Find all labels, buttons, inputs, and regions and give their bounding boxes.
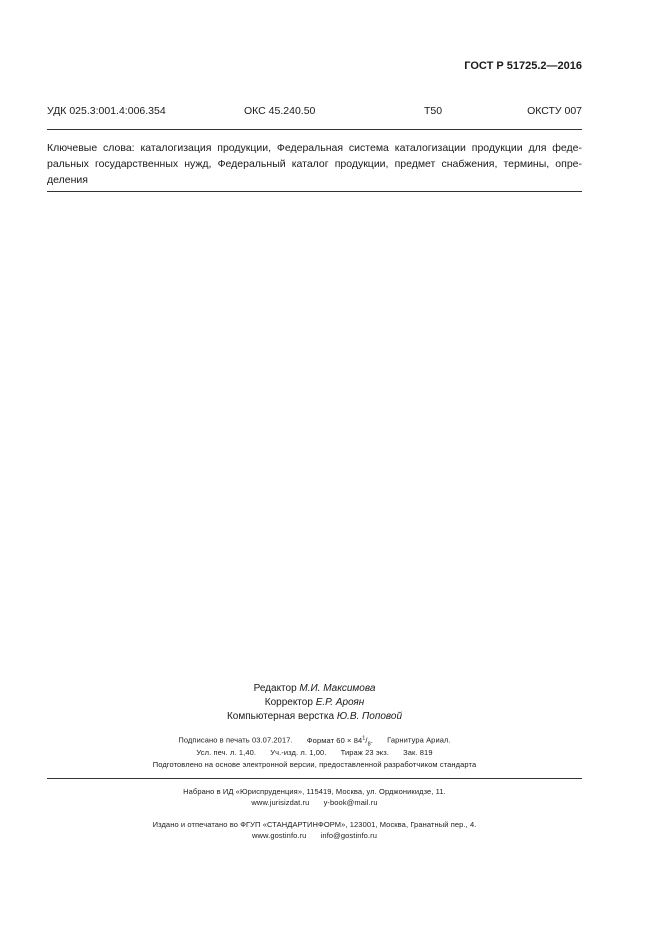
format-sup: 1 (362, 735, 366, 741)
corrector-name: Е.Р. Ароян (315, 697, 365, 708)
format-sub: 8 (367, 741, 371, 747)
print-line-2 (47, 748, 582, 757)
publisher1-site[interactable]: www.jurisizdat.ru (251, 798, 310, 807)
editor-label: Редактор (253, 683, 297, 694)
publisher2-line: Издано и отпечатано во ФГУП «СТАНДАРТИНФОРМ», 123001, Москва, Гранатный пер., 4. (152, 820, 477, 829)
editor-line (47, 682, 582, 696)
tirazh: Тираж 23 экз. (340, 748, 389, 757)
publisher1-email[interactable]: y-book@mail.ru (323, 798, 378, 807)
uch-izd-l: Уч.-изд. л. 1,00. (270, 748, 327, 757)
credits-block (47, 682, 582, 724)
format-label: Формат 60 × 84 (306, 735, 363, 745)
corrector-line (47, 696, 582, 710)
format-info: Формат $60 \times 84^1/_8$. (306, 735, 373, 747)
layout-name: Ю.В. Поповой (336, 711, 403, 722)
font-info: Гарнитура Ариал. (387, 735, 451, 745)
print-line-1 (47, 735, 582, 747)
okstu-code: ОКСТУ 007 (527, 105, 582, 117)
publisher2-contacts (47, 831, 582, 840)
publisher2-email[interactable]: info@gostinfo.ru (320, 831, 377, 840)
publisher1-line: Набрано в ИД «Юриспруденция», 115419, Москва, ул. Орджоникидзе, 11. (183, 787, 446, 796)
corrector-label: Корректор (264, 697, 313, 708)
keywords-line: деления (47, 174, 88, 186)
keywords-block (47, 140, 582, 188)
layout-label: Компьютерная верстка (226, 711, 335, 722)
keywords-line: ральных государственных нужд, Федеральный каталог продукции, предмет снабжения, термины, опре- (47, 158, 582, 170)
editor-name: М.И. Максимова (299, 683, 376, 694)
layout-line (47, 710, 582, 724)
publisher1-contacts (47, 798, 582, 807)
oks-code: ОКС 45.240.50 (244, 105, 316, 117)
t-code: Т50 (424, 105, 443, 117)
divider-bottom (47, 778, 582, 779)
divider-top (47, 129, 582, 130)
udk-code: УДК 025.3:001.4:006.354 (47, 105, 166, 117)
divider-keywords (47, 191, 582, 192)
publisher2-site[interactable]: www.gostinfo.ru (252, 831, 307, 840)
classification-row (47, 105, 582, 119)
order-number: Зак. 819 (403, 748, 433, 757)
usl-pech-l: Усл. печ. л. 1,40. (196, 748, 257, 757)
prepared-line: Подготовлено на основе электронной версии, предоставленной разработчиком стандарта (152, 760, 477, 769)
standard-number: ГОСТ Р 51725.2—2016 (464, 60, 582, 72)
keywords-line: Ключевые слова: каталогизация продукции, Федеральная система каталогизации продукции для феде- (47, 142, 582, 154)
signed-date: Подписано в печать 03.07.2017. (178, 735, 293, 745)
